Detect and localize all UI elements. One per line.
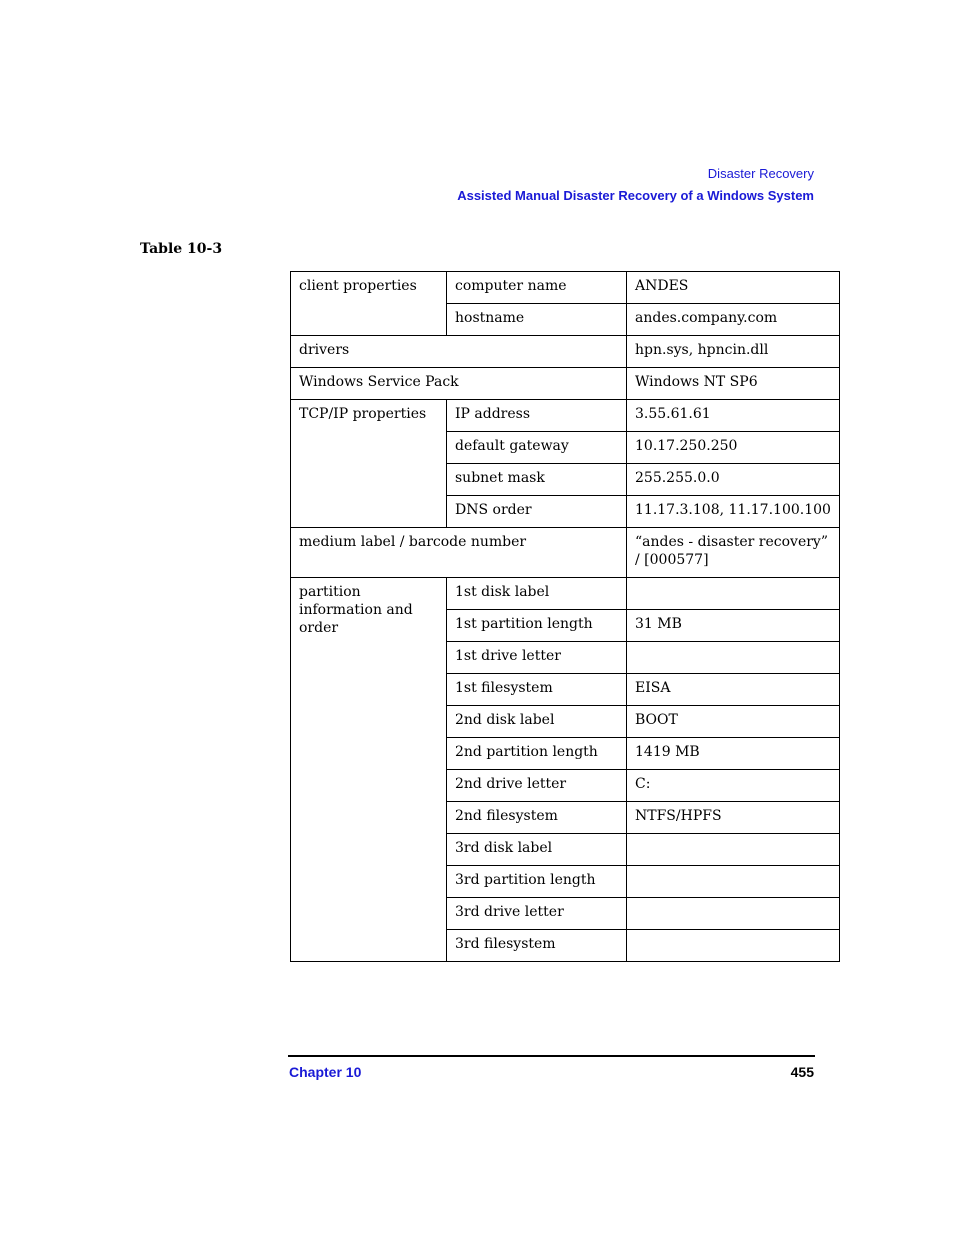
tcpip-row-label: default gateway xyxy=(447,432,627,464)
tcpip-row-label: DNS order xyxy=(447,496,627,528)
drivers-value: hpn.sys, hpncin.dll xyxy=(627,336,840,368)
partition-row-label: 3rd filesystem xyxy=(447,930,627,962)
hostname-value: andes.company.com xyxy=(627,304,840,336)
hostname-label: hostname xyxy=(447,304,627,336)
footer-chapter: Chapter 10 xyxy=(289,1064,362,1080)
partition-row-value: 1419 MB xyxy=(627,738,840,770)
medium-label-label: medium label / barcode number xyxy=(291,528,627,578)
table-row xyxy=(291,336,840,368)
partition-row-value: EISA xyxy=(627,674,840,706)
computer-name-value: ANDES xyxy=(627,272,840,304)
table-row xyxy=(291,400,840,432)
partition-row-value xyxy=(627,930,840,962)
partition-row-label: 2nd disk label xyxy=(447,706,627,738)
tcpip-row-label: subnet mask xyxy=(447,464,627,496)
table-caption: Table 10-3 xyxy=(140,241,223,257)
partition-row-label: 3rd partition length xyxy=(447,866,627,898)
partition-row-value: NTFS/HPFS xyxy=(627,802,840,834)
running-header-subsection: Assisted Manual Disaster Recovery of a Windows System xyxy=(457,188,814,203)
drivers-label: drivers xyxy=(291,336,627,368)
partition-row-label: 3rd drive letter xyxy=(447,898,627,930)
client-properties-label: client properties xyxy=(291,272,447,336)
computer-name-label: computer name xyxy=(447,272,627,304)
client-properties-table xyxy=(290,271,840,962)
table-row xyxy=(291,272,840,304)
partition-row-label: 1st filesystem xyxy=(447,674,627,706)
partition-row-value: 31 MB xyxy=(627,610,840,642)
partition-row-label: 2nd drive letter xyxy=(447,770,627,802)
partition-row-value xyxy=(627,578,840,610)
table-row xyxy=(291,368,840,400)
footer-page-number: 455 xyxy=(790,1064,814,1080)
running-header-section: Disaster Recovery xyxy=(707,166,814,181)
tcpip-row-value: 10.17.250.250 xyxy=(627,432,840,464)
partition-row-value xyxy=(627,642,840,674)
partition-row-label: 1st drive letter xyxy=(447,642,627,674)
partition-row-value: C: xyxy=(627,770,840,802)
partition-row-value xyxy=(627,898,840,930)
partition-information-label: partition information and order xyxy=(291,578,447,962)
table-row xyxy=(291,578,840,610)
partition-row-label: 3rd disk label xyxy=(447,834,627,866)
table-row xyxy=(291,528,840,578)
partition-row-value xyxy=(627,834,840,866)
service-pack-value: Windows NT SP6 xyxy=(627,368,840,400)
service-pack-label: Windows Service Pack xyxy=(291,368,627,400)
partition-row-value xyxy=(627,866,840,898)
tcpip-row-value: 11.17.3.108, 11.17.100.100 xyxy=(627,496,840,528)
partition-row-label: 2nd partition length xyxy=(447,738,627,770)
partition-row-label: 1st partition length xyxy=(447,610,627,642)
footer-rule xyxy=(288,1055,815,1057)
tcpip-row-value: 3.55.61.61 xyxy=(627,400,840,432)
medium-label-value: “andes - disaster recovery” / [000577] xyxy=(627,528,840,578)
partition-row-value: BOOT xyxy=(627,706,840,738)
tcpip-properties-label: TCP/IP properties xyxy=(291,400,447,528)
tcpip-row-value: 255.255.0.0 xyxy=(627,464,840,496)
tcpip-row-label: IP address xyxy=(447,400,627,432)
partition-row-label: 1st disk label xyxy=(447,578,627,610)
partition-row-label: 2nd filesystem xyxy=(447,802,627,834)
